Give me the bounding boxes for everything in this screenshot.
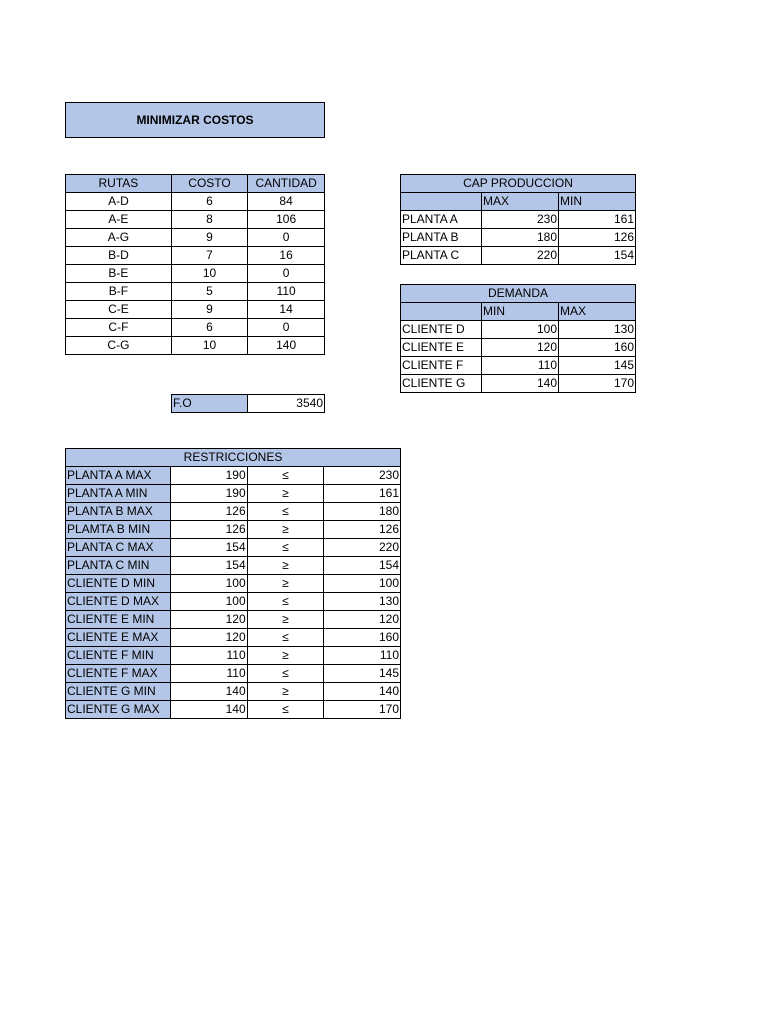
demanda-blank-header: [401, 303, 482, 321]
restriccion-operator-cell: ≤: [247, 467, 324, 485]
cap-produccion-row: [401, 229, 636, 247]
route-name-cell: A-D: [66, 193, 172, 211]
route-cost-cell: 5: [171, 283, 247, 301]
route-name-cell: C-E: [66, 301, 172, 319]
header-rutas: RUTAS: [66, 175, 172, 193]
restriccion-name-cell: CLIENTE G MAX: [66, 701, 171, 719]
header-costo: COSTO: [171, 175, 247, 193]
fo-label: F.O: [172, 395, 248, 413]
route-quantity-cell[interactable]: 16: [248, 247, 325, 265]
restriccion-row: [66, 647, 401, 665]
cap-col-min: MIN: [559, 193, 636, 211]
restriccion-lhs-cell: 190: [170, 467, 247, 485]
client-min-cell[interactable]: 140: [482, 375, 559, 393]
restriccion-row: [66, 701, 401, 719]
demanda-row: [401, 321, 636, 339]
route-cost-cell: 9: [171, 301, 247, 319]
plant-min-cell[interactable]: 126: [559, 229, 636, 247]
restriccion-operator-cell: ≤: [247, 539, 324, 557]
client-name-cell: CLIENTE E: [401, 339, 482, 357]
route-quantity-cell[interactable]: 0: [248, 265, 325, 283]
fo-value[interactable]: 3540: [248, 395, 325, 413]
cap-body: [401, 211, 636, 265]
client-max-cell[interactable]: 170: [559, 375, 636, 393]
demanda-row: [401, 357, 636, 375]
plant-name-cell: PLANTA A: [401, 211, 482, 229]
plant-name-cell: PLANTA C: [401, 247, 482, 265]
restriccion-row: [66, 575, 401, 593]
route-quantity-cell[interactable]: 0: [248, 229, 325, 247]
cap-col-max: MAX: [482, 193, 559, 211]
client-max-cell[interactable]: 160: [559, 339, 636, 357]
restriccion-row: [66, 557, 401, 575]
restriccion-rhs-cell: 160: [324, 629, 401, 647]
restriccion-name-cell: CLIENTE D MAX: [66, 593, 171, 611]
restriccion-operator-cell: ≤: [247, 593, 324, 611]
restriccion-row: [66, 539, 401, 557]
restriccion-operator-cell: ≤: [247, 665, 324, 683]
route-cost-cell: 10: [171, 337, 247, 355]
restriccion-rhs-cell: 100: [324, 575, 401, 593]
route-quantity-cell[interactable]: 14: [248, 301, 325, 319]
route-name-cell: B-F: [66, 283, 172, 301]
plant-name-cell: PLANTA B: [401, 229, 482, 247]
client-min-cell[interactable]: 120: [482, 339, 559, 357]
restriccion-lhs-cell: 110: [170, 647, 247, 665]
restriccion-rhs-cell: 154: [324, 557, 401, 575]
plant-min-cell[interactable]: 161: [559, 211, 636, 229]
plant-min-cell[interactable]: 154: [559, 247, 636, 265]
restriccion-name-cell: PLANTA A MAX: [66, 467, 171, 485]
restriccion-lhs-cell: 120: [170, 629, 247, 647]
demanda-table: [400, 284, 636, 393]
restriccion-operator-cell: ≥: [247, 683, 324, 701]
restriccion-name-cell: PLANTA A MIN: [66, 485, 171, 503]
restriccion-lhs-cell: 190: [170, 485, 247, 503]
restriccion-lhs-cell: 154: [170, 539, 247, 557]
demanda-row: [401, 339, 636, 357]
restriccion-operator-cell: ≥: [247, 557, 324, 575]
route-name-cell: C-G: [66, 337, 172, 355]
restriccion-name-cell: CLIENTE E MIN: [66, 611, 171, 629]
restriccion-row: [66, 683, 401, 701]
route-quantity-cell[interactable]: 110: [248, 283, 325, 301]
restriccion-lhs-cell: 100: [170, 575, 247, 593]
route-cost-cell: 7: [171, 247, 247, 265]
restriccion-name-cell: PLANTA C MAX: [66, 539, 171, 557]
restriccion-operator-cell: ≥: [247, 647, 324, 665]
restriccion-row: [66, 503, 401, 521]
restriccion-lhs-cell: 100: [170, 593, 247, 611]
route-name-cell: B-E: [66, 265, 172, 283]
client-name-cell: CLIENTE F: [401, 357, 482, 375]
cap-blank-header: [401, 193, 482, 211]
cap-produccion-row: [401, 211, 636, 229]
restriccion-lhs-cell: 140: [170, 683, 247, 701]
route-name-cell: B-D: [66, 247, 172, 265]
restriccion-row: [66, 611, 401, 629]
demanda-col-max: MAX: [559, 303, 636, 321]
demanda-row: [401, 375, 636, 393]
page-title: MINIMIZAR COSTOS: [65, 102, 325, 138]
route-quantity-cell[interactable]: 84: [248, 193, 325, 211]
restriccion-row: [66, 467, 401, 485]
client-min-cell[interactable]: 100: [482, 321, 559, 339]
route-row: [66, 229, 325, 247]
route-cost-cell: 6: [171, 319, 247, 337]
demanda-col-min: MIN: [482, 303, 559, 321]
restriccion-rhs-cell: 140: [324, 683, 401, 701]
restriccion-name-cell: CLIENTE G MIN: [66, 683, 171, 701]
restriccion-name-cell: CLIENTE F MIN: [66, 647, 171, 665]
restriccion-operator-cell: ≥: [247, 611, 324, 629]
route-cost-cell: 10: [171, 265, 247, 283]
route-quantity-cell[interactable]: 106: [248, 211, 325, 229]
restricciones-table: [65, 448, 401, 719]
restriccion-lhs-cell: 126: [170, 503, 247, 521]
restriccion-rhs-cell: 126: [324, 521, 401, 539]
route-name-cell: A-E: [66, 211, 172, 229]
restriccion-operator-cell: ≥: [247, 521, 324, 539]
restriccion-rhs-cell: 230: [324, 467, 401, 485]
route-row: [66, 337, 325, 355]
restriccion-rhs-cell: 120: [324, 611, 401, 629]
plant-max-cell[interactable]: 230: [482, 211, 559, 229]
objective-function: [171, 394, 325, 413]
restriccion-row: [66, 665, 401, 683]
route-cost-cell: 8: [171, 211, 247, 229]
restriccion-lhs-cell: 154: [170, 557, 247, 575]
restriccion-lhs-cell: 120: [170, 611, 247, 629]
routes-table: [65, 174, 325, 355]
route-row: [66, 193, 325, 211]
restricciones-body: [66, 467, 401, 719]
restriccion-lhs-cell: 110: [170, 665, 247, 683]
restriccion-operator-cell: ≤: [247, 701, 324, 719]
restricciones-title: RESTRICCIONES: [66, 449, 401, 467]
restriccion-rhs-cell: 145: [324, 665, 401, 683]
client-name-cell: CLIENTE G: [401, 375, 482, 393]
route-row: [66, 283, 325, 301]
restriccion-operator-cell: ≥: [247, 485, 324, 503]
restriccion-rhs-cell: 220: [324, 539, 401, 557]
demanda-body: [401, 321, 636, 393]
header-cantidad: CANTIDAD: [248, 175, 325, 193]
plant-max-cell[interactable]: 180: [482, 229, 559, 247]
routes-header-row: [66, 175, 325, 193]
restriccion-row: [66, 593, 401, 611]
restriccion-name-cell: PLAMTA B MIN: [66, 521, 171, 539]
routes-body: [66, 193, 325, 355]
restriccion-operator-cell: ≥: [247, 575, 324, 593]
restriccion-rhs-cell: 130: [324, 593, 401, 611]
client-name-cell: CLIENTE D: [401, 321, 482, 339]
restriccion-rhs-cell: 161: [324, 485, 401, 503]
route-row: [66, 211, 325, 229]
restriccion-operator-cell: ≤: [247, 503, 324, 521]
route-cost-cell: 9: [171, 229, 247, 247]
route-row: [66, 265, 325, 283]
restriccion-lhs-cell: 126: [170, 521, 247, 539]
route-quantity-cell[interactable]: 0: [248, 319, 325, 337]
restriccion-name-cell: CLIENTE E MAX: [66, 629, 171, 647]
cap-produccion-table: [400, 174, 636, 265]
restriccion-rhs-cell: 170: [324, 701, 401, 719]
cap-produccion-title: CAP PRODUCCION: [401, 175, 636, 193]
restriccion-row: [66, 521, 401, 539]
restriccion-rhs-cell: 110: [324, 647, 401, 665]
route-row: [66, 301, 325, 319]
client-min-cell[interactable]: 110: [482, 357, 559, 375]
route-row: [66, 247, 325, 265]
cap-produccion-row: [401, 247, 636, 265]
restriccion-name-cell: CLIENTE D MIN: [66, 575, 171, 593]
plant-max-cell[interactable]: 220: [482, 247, 559, 265]
restriccion-name-cell: CLIENTE F MAX: [66, 665, 171, 683]
restriccion-name-cell: PLANTA C MIN: [66, 557, 171, 575]
demanda-title: DEMANDA: [401, 285, 636, 303]
route-row: [66, 319, 325, 337]
route-name-cell: C-F: [66, 319, 172, 337]
restriccion-row: [66, 629, 401, 647]
client-max-cell[interactable]: 145: [559, 357, 636, 375]
restriccion-name-cell: PLANTA B MAX: [66, 503, 171, 521]
restriccion-operator-cell: ≤: [247, 629, 324, 647]
restriccion-row: [66, 485, 401, 503]
restriccion-lhs-cell: 140: [170, 701, 247, 719]
route-quantity-cell[interactable]: 140: [248, 337, 325, 355]
route-cost-cell: 6: [171, 193, 247, 211]
client-max-cell[interactable]: 130: [559, 321, 636, 339]
route-name-cell: A-G: [66, 229, 172, 247]
restriccion-rhs-cell: 180: [324, 503, 401, 521]
